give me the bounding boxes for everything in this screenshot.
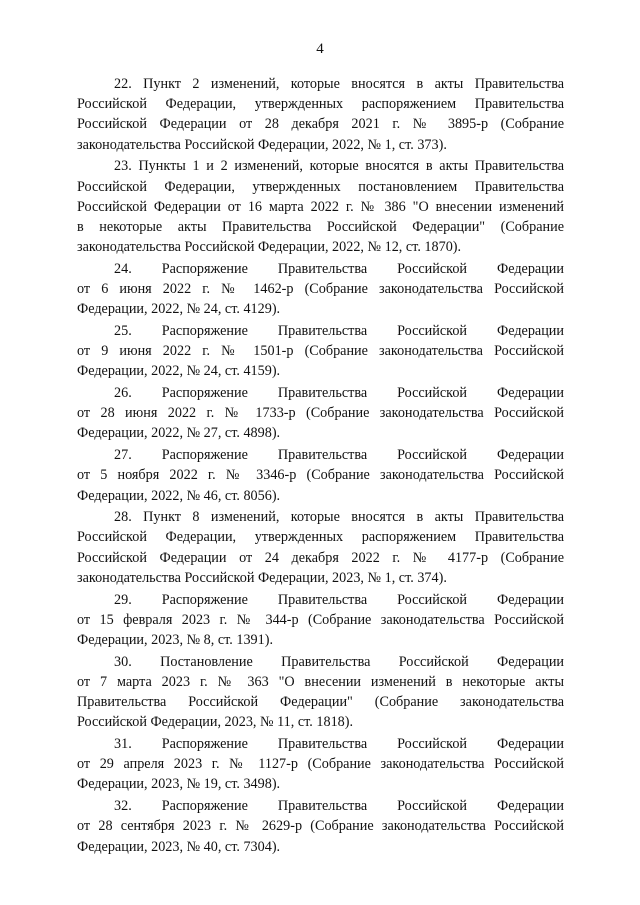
text-line: от 5 ноября 2022 г. № 3346-р (Собрание законодательства Российской <box>77 467 564 484</box>
text-line: Федерации, 2022, № 24, ст. 4159). <box>77 363 281 380</box>
document-body <box>77 74 564 857</box>
text-line: Российской Федерации, утвержденных распоряжением Правительства <box>77 96 564 113</box>
text-line: Российской Федерации от 16 марта 2022 г. № 386 "О внесении изменений <box>77 198 564 215</box>
text-line: 31. Распоряжение Правительства Российской Федерации <box>114 736 564 752</box>
text-line: законодательства Российской Федерации, 2022, № 1, ст. 373). <box>77 136 447 153</box>
text-line: Правительства Российской Федерации" (Собрание законодательства <box>77 694 564 711</box>
list-item <box>77 259 564 320</box>
text-line: от 6 июня 2022 г. № 1462-р (Собрание законодательства Российской <box>77 281 564 298</box>
text-line: 25. Распоряжение Правительства Российской Федерации <box>114 322 564 339</box>
list-item <box>77 321 564 382</box>
text-line: 27. Распоряжение Правительства Российской Федерации <box>114 447 564 464</box>
text-line: Федерации, 2023, № 40, ст. 7304). <box>77 838 281 855</box>
text-line: в некоторые акты Правительства Российской Федерации" (Собрание <box>77 218 564 235</box>
text-line: от 9 июня 2022 г. № 1501-р (Собрание законодательства Российской <box>77 343 564 360</box>
list-item <box>77 383 564 444</box>
list-item <box>77 590 564 651</box>
text-line: законодательства Российской Федерации, 2022, № 12, ст. 1870). <box>77 239 462 256</box>
text-line: 29. Распоряжение Правительства Российской Федерации <box>114 591 564 608</box>
list-item <box>77 74 564 155</box>
text-line: Федерации, 2022, № 27, ст. 4898). <box>77 425 281 442</box>
text-line: 32. Распоряжение Правительства Российской Федерации <box>114 798 564 815</box>
list-item <box>77 796 564 857</box>
text-line: Федерации, 2023, № 19, ст. 3498). <box>77 776 281 793</box>
text-line: от 28 сентября 2023 г. № 2629-р (Собрание законодательства Российской <box>77 818 564 835</box>
text-line: 23. Пункты 1 и 2 изменений, которые вносятся в акты Правительства <box>114 158 564 175</box>
page-number: 4 <box>316 41 324 57</box>
text-line: 26. Распоряжение Правительства Российской Федерации <box>114 385 564 402</box>
text-line: Федерации, 2023, № 8, ст. 1391). <box>77 631 274 648</box>
text-line: от 15 февраля 2023 г. № 344-р (Собрание законодательства Российской <box>77 611 564 628</box>
text-line: Федерации, 2022, № 24, ст. 4129). <box>77 301 281 318</box>
text-line: от 28 июня 2022 г. № 1733-р (Собрание законодательства Российской <box>77 405 564 422</box>
text-line: Российской Федерации от 24 декабря 2022 г. № 4177-р (Собрание <box>77 549 564 566</box>
list-item <box>77 507 564 588</box>
text-line: Российской Федерации, утвержденных постановлением Правительства <box>77 178 564 195</box>
text-line: 22. Пункт 2 изменений, которые вносятся в акты Правительства <box>114 76 564 92</box>
text-line: 28. Пункт 8 изменений, которые вносятся в акты Правительства <box>114 509 564 526</box>
list-item <box>77 652 564 733</box>
text-line: Российской Федерации, утвержденных распоряжением Правительства <box>77 529 564 546</box>
text-line: Российской Федерации, 2023, № 11, ст. 1818). <box>77 714 354 731</box>
text-line: Федерации, 2022, № 46, ст. 8056). <box>77 487 281 504</box>
text-line: от 7 марта 2023 г. № 363 "О внесении изменений в некоторые акты <box>77 673 564 690</box>
text-line: Российской Федерации от 28 декабря 2021 г. № 3895-р (Собрание <box>77 116 564 133</box>
text-line: законодательства Российской Федерации, 2023, № 1, ст. 374). <box>77 569 447 586</box>
list-item <box>77 156 564 257</box>
text-line: 30. Постановление Правительства Российской Федерации <box>114 653 564 670</box>
list-item <box>77 445 564 506</box>
text-line: от 29 апреля 2023 г. № 1127-р (Собрание законодательства Российской <box>77 756 564 773</box>
text-line: 24. Распоряжение Правительства Российской Федерации <box>114 260 564 277</box>
list-item <box>77 734 564 795</box>
